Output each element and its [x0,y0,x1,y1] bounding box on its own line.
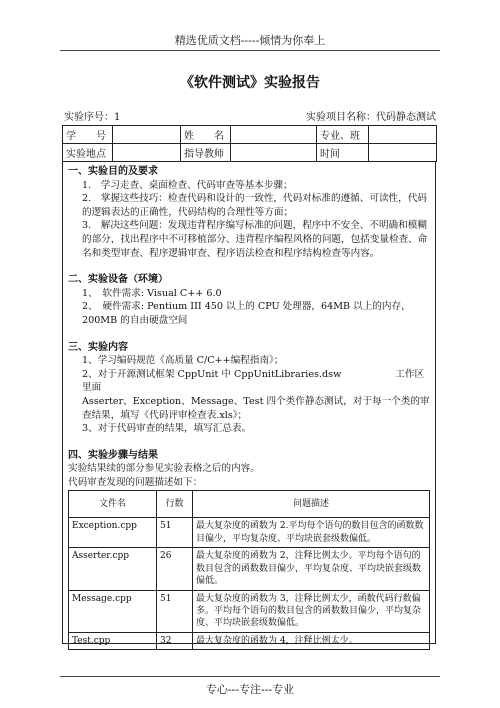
lines-cell: 26 [157,548,193,590]
desc-cell: 最大复杂度的函数为 3，注释比例太少，函数代码行数偏多。平均每个语句的数目包含的函数数目偏少，平均复杂度、平均块嵌套级数偏低。 [193,590,430,632]
col-header-file: 文件名 [69,491,157,518]
table-row [69,632,430,649]
objective-1: 1. 学习走查、桌面检查、代码审查等基本步骤； [82,179,293,191]
file-cell: Test.cpp [69,632,157,649]
issues-table [68,490,430,650]
location-value[interactable] [113,144,181,162]
info-table [62,125,437,162]
desc-cell: 最大复杂度的函数为 2，注释比例太少。平均每个语句的数目包含的函数数目偏少，平均复杂度、平均块嵌套级数偏低。 [193,548,430,590]
info-row [63,126,437,144]
header-rule [60,50,440,51]
major-label: 专业、班 [317,126,369,144]
experiment-seq: 实验序号：1 [64,112,121,123]
desc-cell: 最大复杂度的函数为 4，注释比例太少。 [193,632,430,649]
equipment-1: 1、 软件需求: Visual C++ 6.0 [82,287,222,299]
student-id-value[interactable] [113,126,181,144]
lines-cell: 51 [157,590,193,632]
content-1: 1、学习编码规范《高质量 C/C++编程指南》； [82,355,284,367]
desc-cell: 最大复杂度的函数为 2.平均每个语句的数目包含的函数数目偏少，平均复杂度、平均块嵌套级数偏低。 [193,518,430,548]
page-footer: 专心---专注---专业 [205,683,295,696]
file-cell: Asserter.cpp [69,548,157,590]
major-value[interactable] [369,126,437,144]
name-label: 姓 名 [181,126,231,144]
report-body [62,161,436,644]
table-row [69,518,430,548]
content-2 [68,368,430,395]
equipment-2: 2、 硬件需求: Pentium III 450 以上的 CPU 处理器，64MB 以上的内存，200MB 的自由硬盘空间 [82,301,411,326]
table-row [69,590,430,632]
issues-header-row [69,491,430,518]
footer-rule [60,676,440,677]
report-title: 《软件测试》实验报告 [180,75,320,91]
file-cell: Message.cpp [69,590,157,632]
page-header: 精选优质文档-----倾情为你奉上 [174,34,326,47]
teacher-label: 指导教师 [181,144,231,162]
objective-2: 2. 掌握这些技巧：检查代码和设计的一致性，代码对标准的遵循、可读性，代码的逻辑表达的正确性，代码结构的合理性等方面； [82,193,427,218]
objective-3: 3. 解决这些问题：发现违背程序编写标准的问题，程序中不安全、不明确和模糊的部分，找出程序中不可移植部分、违背程序编程风格的问题，包括变量检查、命名和类型审查、程序逻辑审查、程序语法检查和程序结构检查等内容。 [82,220,428,259]
time-label: 时间 [317,144,369,162]
content-2b: 工作区里面 [82,368,425,394]
steps-2: 代码审查发现的问题描述如下： [68,476,203,488]
section-title-steps: 四、实验步骤与结果 [68,449,158,461]
col-header-desc: 问题描述 [193,491,430,518]
name-value[interactable] [231,126,317,144]
table-row [69,548,430,590]
section-title-content: 三、实验内容 [68,341,128,353]
section-title-equipment: 二、实验设备（环境） [68,274,168,286]
info-row [63,144,437,162]
col-header-lines: 行数 [157,491,193,518]
content-2a: 2、对于开源测试框架 CppUnit 中 CppUnitLibraries.dsw [82,368,342,380]
steps-1: 实验结果续的部分参见实验表格之后的内容。 [68,463,260,475]
student-id-label: 学 号 [63,126,113,144]
content-3: 3、对于代码审查的结果，填写汇总表。 [82,423,252,435]
location-label: 实验地点 [63,144,113,162]
teacher-value[interactable] [231,144,317,162]
time-value[interactable] [369,144,437,162]
section-title-objectives: 一、实验目的及要求 [68,166,158,177]
lines-cell: 51 [157,518,193,548]
file-cell: Exception.cpp [69,518,157,548]
lines-cell: 32 [157,632,193,649]
content-2c: Asserter、Exception、Message、Test 四个类作静态测试，对于每一个类的审查结果，填写《代码评审检查表.xls》； [82,395,430,421]
experiment-project: 实验项目名称：代码静态测试 [306,112,436,123]
